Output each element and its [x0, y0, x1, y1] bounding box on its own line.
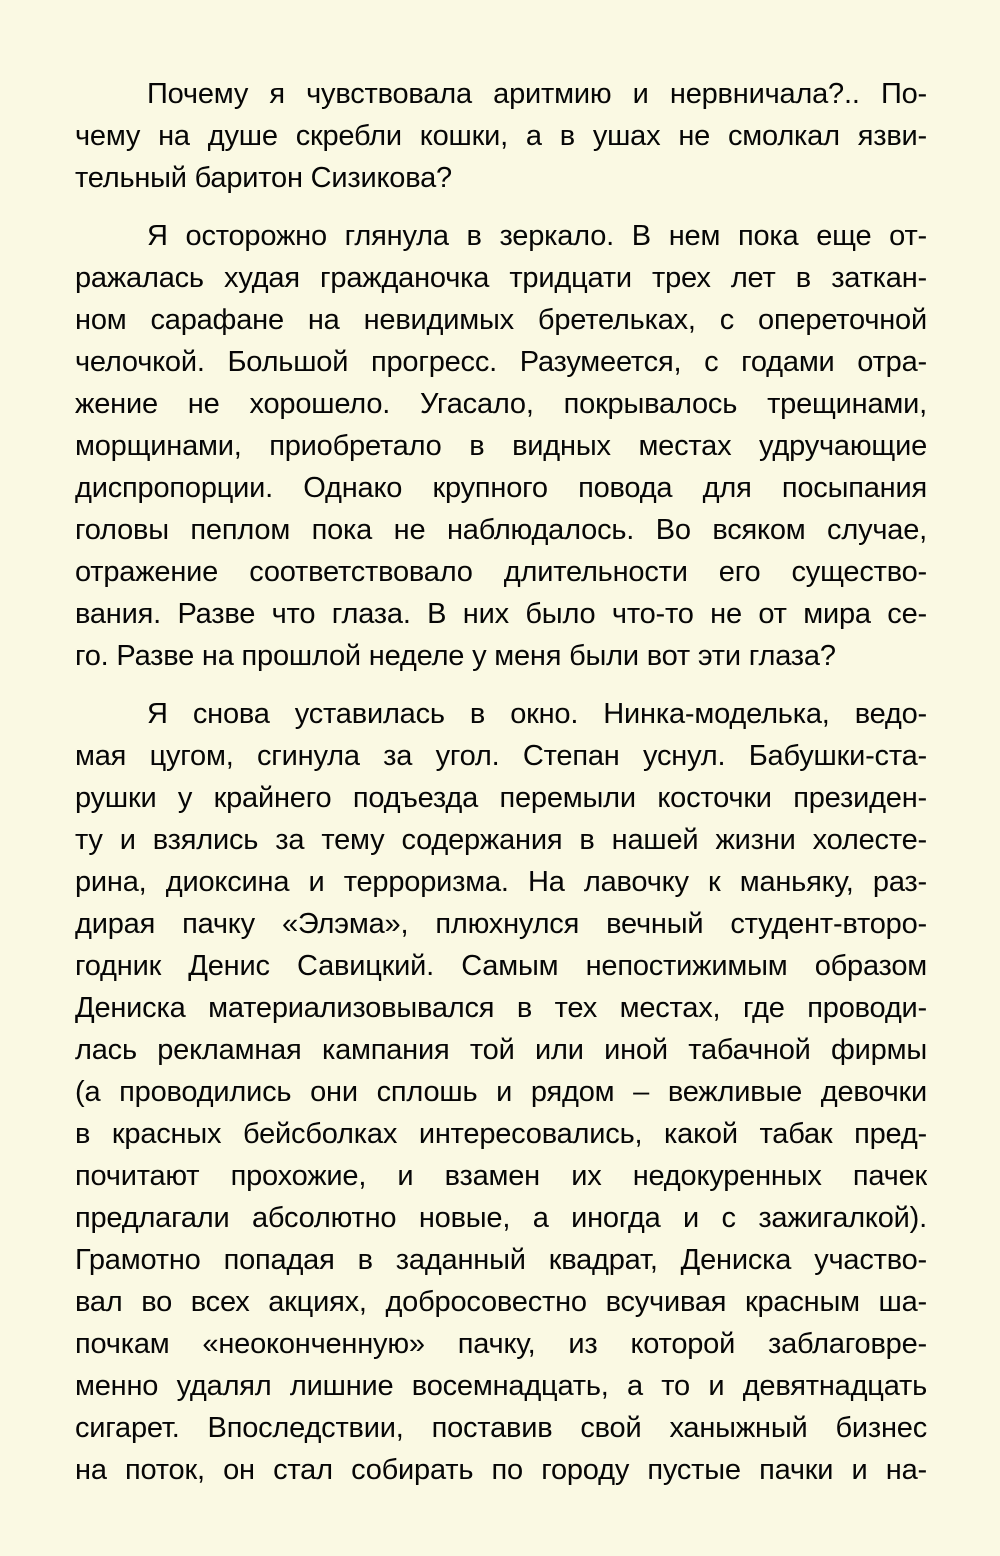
text-line: Почему я чувствовала аритмию и нервничала?.. По-	[147, 78, 927, 110]
text-line: челочкой. Большой прогресс. Разумеется, с годами отра-	[75, 346, 927, 378]
text-line: диспропорции. Однако крупного повода для посыпания	[75, 472, 927, 504]
text-line: рушки у крайнего подъезда перемыли косточки президен-	[75, 782, 927, 814]
text-line: в красных бейсболках интересовались, какой табак пред-	[75, 1118, 927, 1150]
text-line: мая цугом, сгинула за угол. Степан уснул. Бабушки-ста-	[75, 740, 927, 772]
paragraph	[75, 215, 927, 677]
text-line: вал во всех акциях, добросовестно всучивая красным ша-	[75, 1286, 927, 1318]
text-line: жение не хорошело. Угасало, покрывалось трещинами,	[75, 388, 927, 420]
text-line: предлагали абсолютно новые, а иногда и с зажигалкой).	[75, 1202, 927, 1234]
text-line: лась рекламная кампания той или иной табачной фирмы	[75, 1034, 927, 1066]
text-line: Дениска материализовывался в тех местах, где проводи-	[75, 992, 927, 1024]
text-line: чему на душе скребли кошки, а в ушах не смолкал язви-	[75, 120, 927, 152]
text-line: почкам «неоконченную» пачку, из которой заблаговре-	[75, 1328, 927, 1360]
paragraph	[75, 693, 927, 1491]
text-line: ту и взялись за тему содержания в нашей жизни холесте-	[75, 824, 927, 856]
text-line: дирая пачку «Элэма», плюхнулся вечный студент-второ-	[75, 908, 927, 940]
text-line: менно удалял лишние восемнадцать, а то и девятнадцать	[75, 1370, 927, 1402]
text-line: ражалась худая гражданочка тридцати трех лет в заткан-	[75, 262, 927, 294]
text-line: (а проводились они сплошь и рядом – вежливые девочки	[75, 1076, 927, 1108]
text-line: сигарет. Впоследствии, поставив свой ханыжный бизнес	[75, 1412, 927, 1444]
text-line: ном сарафане на невидимых бретельках, с опереточной	[75, 304, 927, 336]
paragraph	[75, 73, 927, 199]
text-line: рина, диоксина и терроризма. На лавочку к маньяку, раз-	[75, 866, 927, 898]
text-line: Я осторожно глянула в зеркало. В нем пока еще от-	[147, 220, 927, 252]
text-line: го. Разве на прошлой неделе у меня были вот эти глаза?	[75, 640, 836, 672]
text-line: отражение соответствовало длительности его существо-	[75, 556, 927, 588]
text-line: на поток, он стал собирать по городу пустые пачки и на-	[75, 1454, 927, 1486]
text-line: тельный баритон Сизикова?	[75, 162, 452, 194]
text-line: Грамотно попадая в заданный квадрат, Дениска участво-	[75, 1244, 927, 1276]
text-line: годник Денис Савицкий. Самым непостижимым образом	[75, 950, 927, 982]
text-line: головы пеплом пока не наблюдалось. Во всяком случае,	[75, 514, 927, 546]
page-text	[75, 73, 927, 1491]
text-line: Я снова уставилась в окно. Нинка-моделька, ведо-	[147, 698, 927, 730]
text-line: морщинами, приобретало в видных местах удручающие	[75, 430, 927, 462]
text-line: почитают прохожие, и взамен их недокуренных пачек	[75, 1160, 927, 1192]
text-line: вания. Разве что глаза. В них было что-то не от мира се-	[75, 598, 927, 630]
